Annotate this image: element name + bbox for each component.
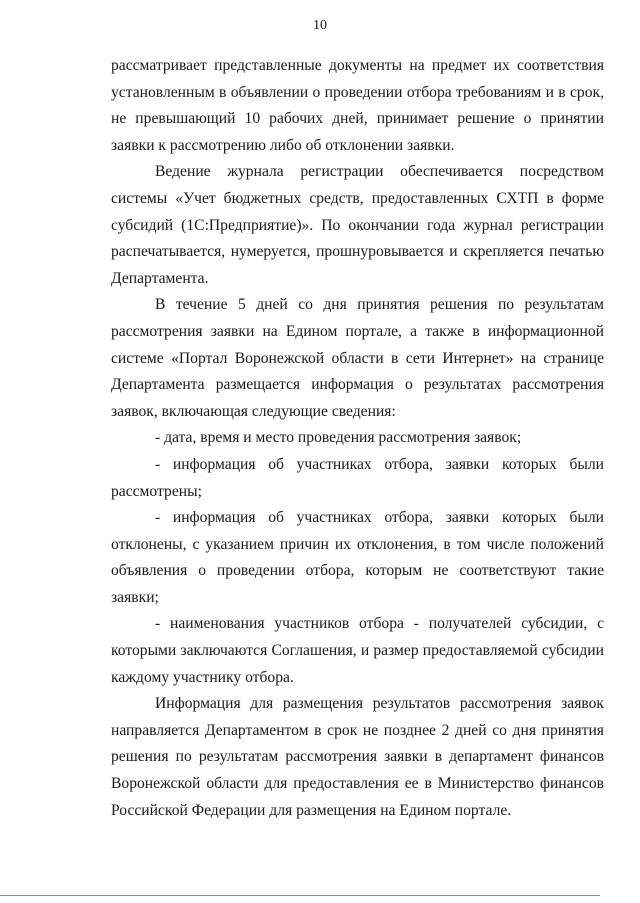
page-number: 10 [313,18,327,33]
paragraph-information-transfer: Информация для размещения результатов рассмотрения заявок направляется Департаментом в срок не позднее 2 дней со дня принятия решения по результатам рассмотрения заявки в департамент финансов Воронежской области для предоставления ее в Министерство финансов Российской Федерации для размещения на Едином портале. [111,695,604,819]
paragraph-registration-journal: Ведение журнала регистрации обеспечивается посредством системы «Учет бюджетных средств, предоставленных СХТП в форме субсидий (1С:Предприятие)». По окончании года журнал регистрации распечатывается, нумеруется, прошнуровывается и скрепляется печатью Департамента. [111,163,604,287]
list-item-rejected-participants: - информация об участниках отбора, заявки которых были отклонены, с указанием причин их отклонения, в том числе положений объявления о проведении отбора, которым не соответствуют такие заявки; [111,509,604,606]
list-item-reviewed-participants: - информация об участниках отбора, заявки которых были рассмотрены; [111,455,604,500]
list-item-subsidy-recipients: - наименования участников отбора - получателей субсидии, с которыми заключаются Соглашения, и размер предоставляемой субсидии каждому участнику отбора. [111,615,604,686]
document-body [111,53,604,824]
paragraph-results-publication: В течение 5 дней со дня принятия решения по результатам рассмотрения заявки на Едином портале, а также в информационной системе «Портал Воронежской области в сети Интернет» на странице Департамента размещается информация о результатах рассмотрения заявок, включающая следующие сведения: [111,296,604,420]
paragraph-review-continuation: рассматривает представленные документы на предмет их соответствия установленным в объявлении о проведении отбора требованиям и в срок, не превышающий 10 рабочих дней, принимает решение о принятии заявки к рассмотрению либо об отклонении заявки. [111,57,604,154]
page-bottom-rule [0,895,600,896]
list-item-date-time-place: - дата, время и место проведения рассмотрения заявок; [155,429,522,447]
